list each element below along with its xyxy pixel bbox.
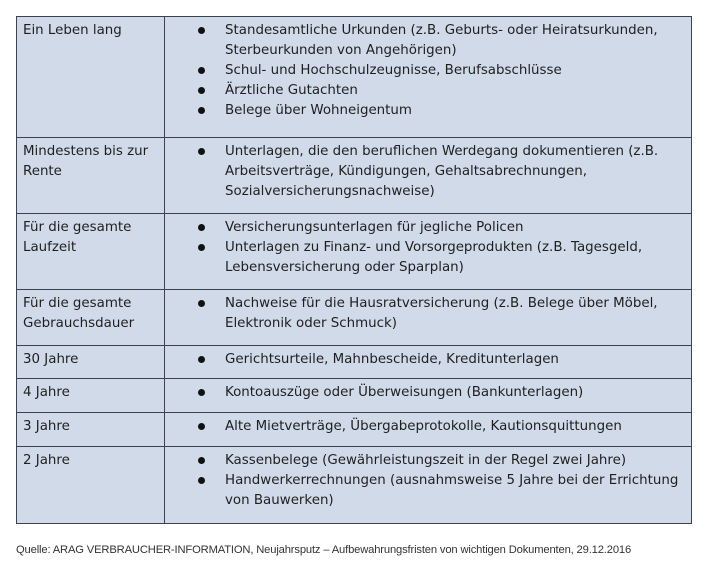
list-item: Unterlagen, die den beruflichen Werdegang dokumentieren (z.B. Arbeitsverträge, Kündigungen, Gehaltsabrechnungen, Sozialversicherungsnachweise) — [165, 142, 687, 202]
bullet-icon — [198, 87, 205, 94]
document-list — [165, 350, 687, 370]
table-row — [17, 214, 692, 290]
list-item: Versicherungsunterlagen für jegliche Policen — [165, 218, 687, 238]
bullet-icon — [198, 477, 205, 484]
list-item: Kontoauszüge oder Überweisungen (Bankunterlagen) — [165, 383, 687, 403]
bullet-icon — [198, 300, 205, 307]
document-list — [165, 218, 687, 278]
period-cell: Mindestens bis zur Rente — [17, 138, 165, 214]
table-row — [17, 290, 692, 346]
items-cell — [165, 214, 692, 290]
bullet-icon — [198, 356, 205, 363]
period-cell: 30 Jahre — [17, 346, 165, 379]
items-cell — [165, 346, 692, 379]
document-list — [165, 383, 687, 403]
items-cell — [165, 379, 692, 413]
bullet-icon — [198, 67, 205, 74]
bullet-icon — [198, 423, 205, 430]
table-row — [17, 17, 692, 138]
bullet-icon — [198, 389, 205, 396]
document-list — [165, 294, 687, 334]
period-cell: Ein Leben lang — [17, 17, 165, 138]
period-cell: Für die gesamte Laufzeit — [17, 214, 165, 290]
items-cell — [165, 290, 692, 346]
table-row — [17, 138, 692, 214]
document-list — [165, 21, 687, 121]
items-cell — [165, 17, 692, 138]
items-cell — [165, 447, 692, 524]
retention-periods-table — [16, 16, 692, 524]
list-item: Standesamtliche Urkunden (z.B. Geburts- oder Heiratsurkunden, Sterbeurkunden von Angehörigen) — [165, 21, 687, 61]
document-list — [165, 451, 687, 511]
items-cell — [165, 138, 692, 214]
table-row — [17, 379, 692, 413]
list-item: Handwerkerrechnungen (ausnahmsweise 5 Jahre bei der Errichtung von Bauwerken) — [165, 471, 687, 511]
items-cell — [165, 413, 692, 447]
period-cell: Für die gesamte Gebrauchsdauer — [17, 290, 165, 346]
bullet-icon — [198, 107, 205, 114]
list-item: Belege über Wohneigentum — [165, 101, 687, 121]
table-row — [17, 447, 692, 524]
bullet-icon — [198, 148, 205, 155]
bullet-icon — [198, 224, 205, 231]
bullet-icon — [198, 457, 205, 464]
list-item: Ärztliche Gutachten — [165, 81, 687, 101]
document-list — [165, 142, 687, 202]
table-row — [17, 413, 692, 447]
table-row — [17, 346, 692, 379]
period-cell: 2 Jahre — [17, 447, 165, 524]
bullet-icon — [198, 27, 205, 34]
list-item: Schul- und Hochschulzeugnisse, Berufsabschlüsse — [165, 61, 687, 81]
list-item: Unterlagen zu Finanz- und Vorsorgeprodukten (z.B. Tagesgeld, Lebensversicherung oder Sparplan) — [165, 238, 687, 278]
list-item: Gerichtsurteile, Mahnbescheide, Kreditunterlagen — [165, 350, 687, 370]
list-item: Alte Mietverträge, Übergabeprotokolle, Kautionsquittungen — [165, 417, 687, 437]
source-citation: Quelle: ARAG VERBRAUCHER-INFORMATION, Neujahrsputz – Aufbewahrungsfristen von wichtigen Dokumenten, 29.12.2016 — [16, 544, 632, 556]
period-cell: 3 Jahre — [17, 413, 165, 447]
period-cell: 4 Jahre — [17, 379, 165, 413]
bullet-icon — [198, 244, 205, 251]
list-item: Kassenbelege (Gewährleistungszeit in der Regel zwei Jahre) — [165, 451, 687, 471]
list-item: Nachweise für die Hausratversicherung (z.B. Belege über Möbel, Elektronik oder Schmuck) — [165, 294, 687, 334]
document-list — [165, 417, 687, 437]
